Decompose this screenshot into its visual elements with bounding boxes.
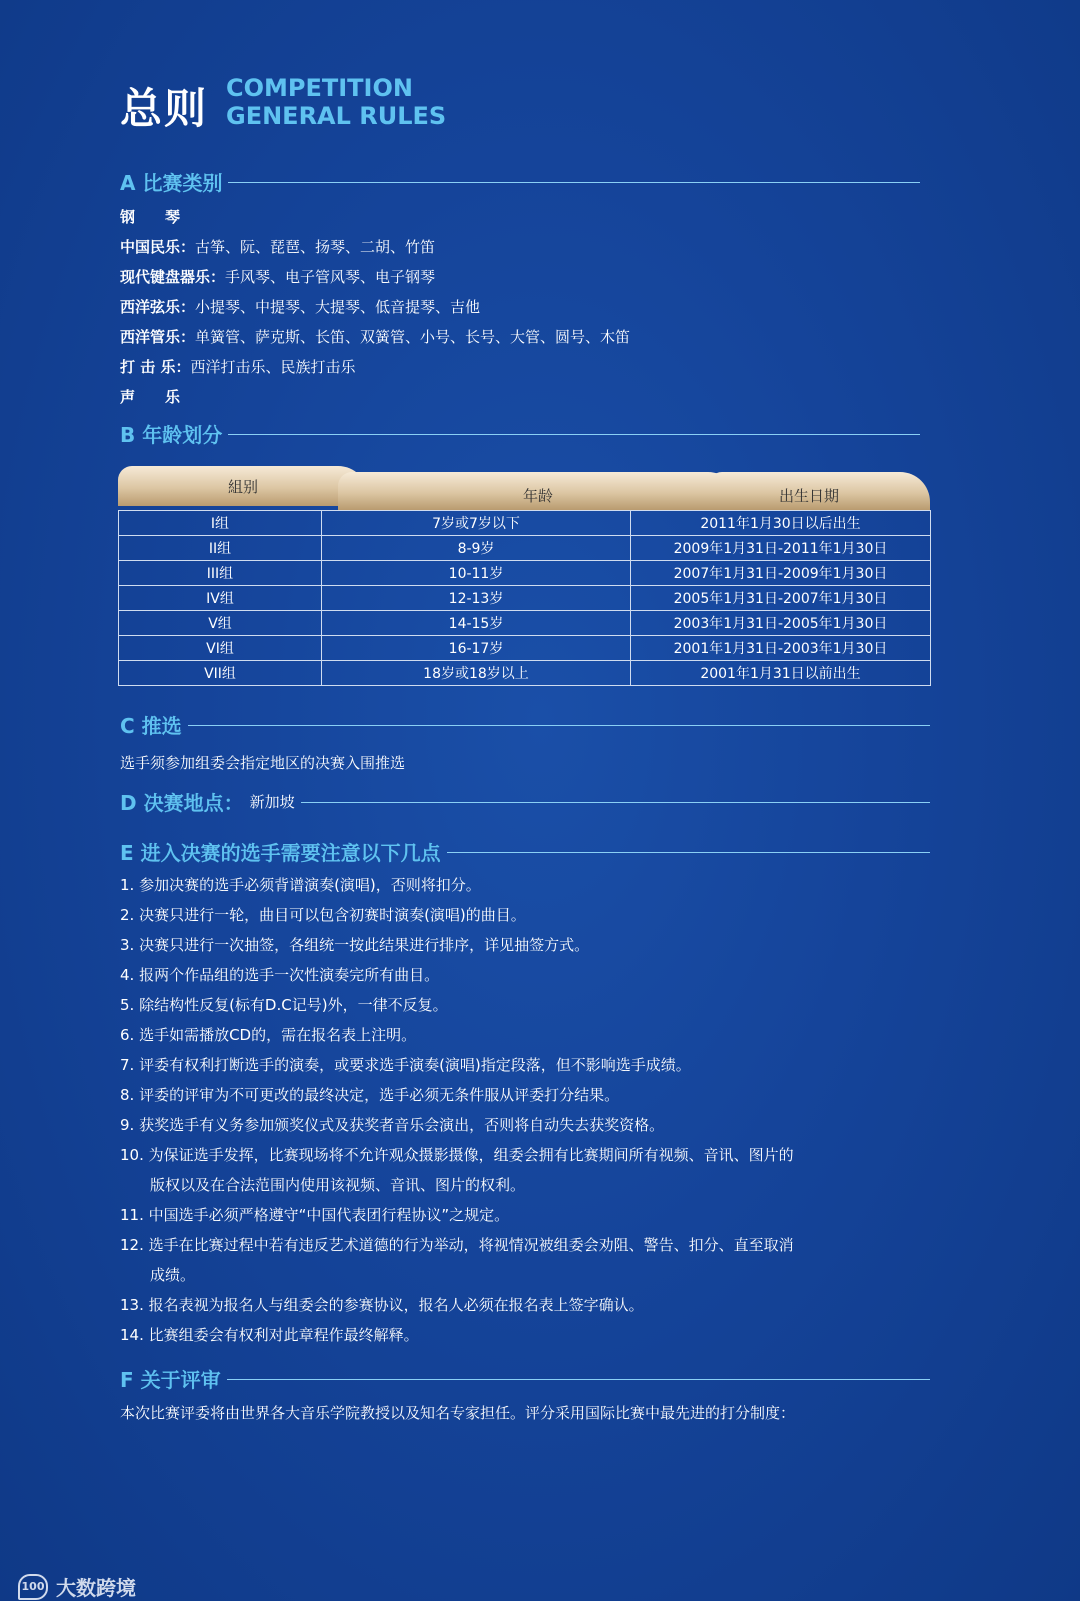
rule-item: 13. 报名表视为报名人与组委会的参赛协议，报名人必须在报名表上签字确认。 bbox=[120, 1296, 644, 1314]
table-row bbox=[119, 636, 931, 661]
category-label: 声 乐 bbox=[120, 388, 181, 406]
table-header bbox=[118, 466, 930, 510]
watermark-logo-icon: 100 bbox=[18, 1574, 48, 1600]
divider bbox=[228, 182, 920, 183]
group-cell: VI组 bbox=[119, 636, 322, 661]
birth-cell: 2009年1月31日-2011年1月30日 bbox=[631, 536, 931, 561]
section-a-heading bbox=[120, 168, 920, 194]
group-cell: III组 bbox=[119, 561, 322, 586]
watermark bbox=[18, 1572, 136, 1601]
age-table-body bbox=[118, 510, 931, 686]
final-venue: 新加坡 bbox=[249, 792, 295, 811]
page-title-cn: 总则 bbox=[120, 84, 209, 133]
category-item bbox=[120, 296, 480, 317]
category-label: 中国民乐： bbox=[120, 238, 196, 256]
age-table bbox=[118, 466, 930, 686]
rule-item: 11. 中国选手必须严格遵守“中国代表团行程协议”之规定。 bbox=[120, 1206, 510, 1224]
watermark-text: 大数跨境 bbox=[56, 1576, 136, 1600]
group-cell: I组 bbox=[119, 511, 322, 536]
rule-item-continuation: 版权以及在合法范围内使用该视频、音讯、图片的权利。 bbox=[150, 1176, 526, 1194]
section-a-title: A 比赛类别 bbox=[120, 170, 223, 195]
divider bbox=[188, 725, 930, 726]
rule-item: 5. 除结构性反复(标有D.C记号)外，一律不反复。 bbox=[120, 996, 448, 1014]
rule-item: 7. 评委有权利打断选手的演奏，或要求选手演奏(演唱)指定段落，但不影响选手成绩。 bbox=[120, 1056, 691, 1074]
category-item bbox=[120, 206, 180, 227]
category-value: 手风琴、电子管风琴、电子钢琴 bbox=[225, 268, 436, 286]
section-b-heading bbox=[120, 420, 920, 446]
page-title-en bbox=[226, 74, 446, 130]
section-d-heading bbox=[120, 788, 930, 814]
category-item bbox=[120, 386, 180, 407]
rule-item: 4. 报两个作品组的选手一次性演奏完所有曲目。 bbox=[120, 966, 440, 984]
section-c-title: C 推选 bbox=[120, 713, 182, 738]
age-cell: 18岁或18岁以上 bbox=[322, 661, 631, 686]
title-en-line2: GENERAL RULES bbox=[226, 102, 447, 130]
rule-item: 12. 选手在比赛过程中若有违反艺术道德的行为举动，将视情况被组委会劝阻、警告、扣分、直至取消 bbox=[120, 1236, 794, 1254]
title-en-line1: COMPETITION bbox=[226, 74, 413, 102]
category-value: 西洋打击乐、民族打击乐 bbox=[190, 358, 356, 376]
category-value: 单簧管、萨克斯、长笛、双簧管、小号、长号、大管、圆号、木笛 bbox=[195, 328, 631, 346]
category-value: 小提琴、中提琴、大提琴、低音提琴、吉他 bbox=[195, 298, 481, 316]
column-header: 年龄 bbox=[338, 472, 738, 510]
rule-item-continuation: 成绩。 bbox=[150, 1266, 196, 1284]
category-item bbox=[120, 326, 630, 347]
section-c-heading bbox=[120, 711, 930, 737]
category-label: 西洋管乐： bbox=[120, 328, 196, 346]
rule-item: 14. 比赛组委会有权利对此章程作最终解释。 bbox=[120, 1326, 419, 1344]
divider bbox=[228, 434, 920, 435]
column-header: 出生日期 bbox=[708, 472, 930, 510]
rule-item: 10. 为保证选手发挥，比赛现场将不允许观众摄影摄像，组委会拥有比赛期间所有视频、音讯、图片的 bbox=[120, 1146, 794, 1164]
divider bbox=[227, 1379, 930, 1380]
rule-item: 3. 决赛只进行一次抽签，各组统一按此结果进行排序，详见抽签方式。 bbox=[120, 936, 590, 954]
divider bbox=[301, 802, 930, 803]
rule-item: 1. 参加决赛的选手必须背谱演奏(演唱)，否则将扣分。 bbox=[120, 876, 481, 894]
birth-cell: 2005年1月31日-2007年1月30日 bbox=[631, 586, 931, 611]
column-header: 組别 bbox=[118, 466, 368, 506]
table-row bbox=[119, 561, 931, 586]
table-row bbox=[119, 536, 931, 561]
category-item bbox=[120, 356, 355, 377]
rule-item: 6. 选手如需播放CD的，需在报名表上注明。 bbox=[120, 1026, 417, 1044]
section-f-text: 本次比赛评委将由世界各大音乐学院教授以及知名专家担任。评分采用国际比赛中最先进的打分制度： bbox=[120, 1404, 796, 1422]
age-cell: 7岁或7岁以下 bbox=[322, 511, 631, 536]
section-e-title: E 进入决赛的选手需要注意以下几点 bbox=[120, 840, 441, 865]
birth-cell: 2011年1月30日以后出生 bbox=[631, 511, 931, 536]
category-label: 打 击 乐： bbox=[120, 358, 191, 376]
category-value: 古筝、阮、琵琶、扬琴、二胡、竹笛 bbox=[195, 238, 436, 256]
divider bbox=[447, 852, 930, 853]
group-cell: V组 bbox=[119, 611, 322, 636]
rule-item: 8. 评委的评审为不可更改的最终决定，选手必须无条件服从评委打分结果。 bbox=[120, 1086, 620, 1104]
section-c-text: 选手须参加组委会指定地区的决赛入围推选 bbox=[120, 754, 406, 772]
birth-cell: 2003年1月31日-2005年1月30日 bbox=[631, 611, 931, 636]
rule-item: 9. 获奖选手有义务参加颁奖仪式及获奖者音乐会演出，否则将自动失去获奖资格。 bbox=[120, 1116, 665, 1134]
section-b-title: B 年龄划分 bbox=[120, 422, 223, 447]
birth-cell: 2007年1月31日-2009年1月30日 bbox=[631, 561, 931, 586]
group-cell: II组 bbox=[119, 536, 322, 561]
section-f-heading bbox=[120, 1365, 930, 1391]
birth-cell: 2001年1月31日以前出生 bbox=[631, 661, 931, 686]
table-row bbox=[119, 661, 931, 686]
age-cell: 8-9岁 bbox=[322, 536, 631, 561]
category-label: 现代键盘器乐： bbox=[120, 268, 226, 286]
category-label: 西洋弦乐： bbox=[120, 298, 196, 316]
age-cell: 10-11岁 bbox=[322, 561, 631, 586]
table-row bbox=[119, 586, 931, 611]
section-e-heading bbox=[120, 838, 930, 864]
age-cell: 16-17岁 bbox=[322, 636, 631, 661]
category-label: 钢 琴 bbox=[120, 208, 181, 226]
rule-item: 2. 决赛只进行一轮，曲目可以包含初赛时演奏(演唱)的曲目。 bbox=[120, 906, 526, 924]
section-f-title: F 关于评审 bbox=[120, 1367, 221, 1392]
group-cell: IV组 bbox=[119, 586, 322, 611]
group-cell: VII组 bbox=[119, 661, 322, 686]
section-d-title: D 决赛地点： bbox=[120, 790, 244, 815]
table-row bbox=[119, 611, 931, 636]
category-item bbox=[120, 236, 435, 257]
birth-cell: 2001年1月31日-2003年1月30日 bbox=[631, 636, 931, 661]
category-item bbox=[120, 266, 435, 287]
age-cell: 14-15岁 bbox=[322, 611, 631, 636]
table-row bbox=[119, 511, 931, 536]
age-cell: 12-13岁 bbox=[322, 586, 631, 611]
